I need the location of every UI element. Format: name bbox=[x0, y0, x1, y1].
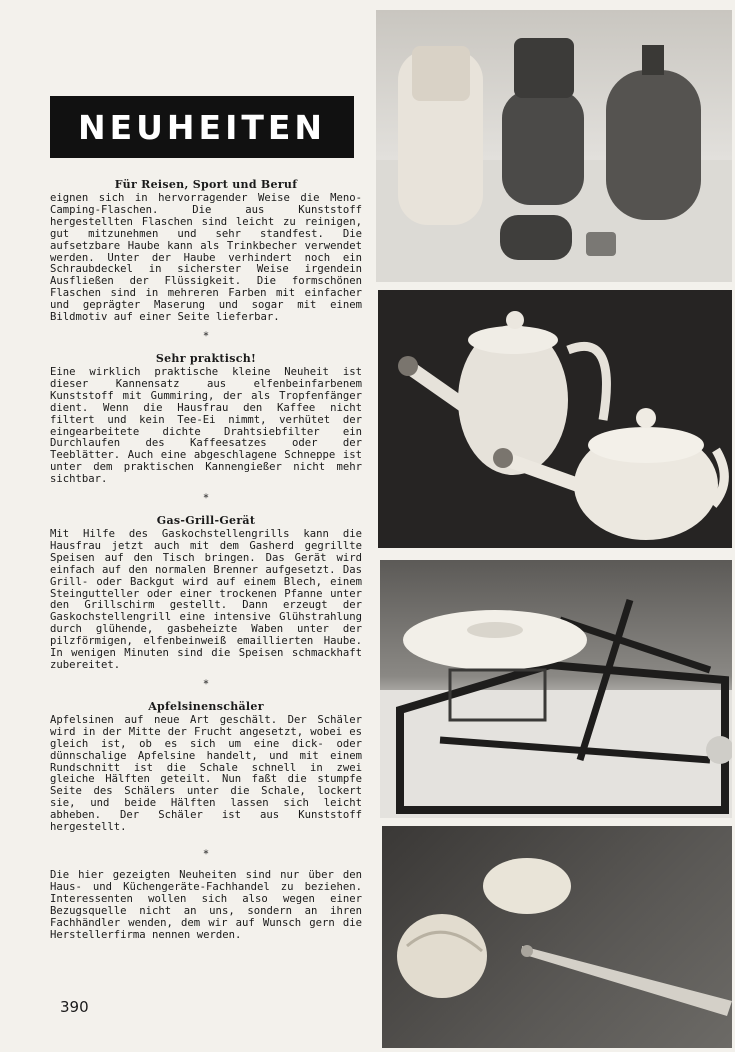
closing-note: Die hier gezeigten Neuheiten sind nur über den Haus- und Küchengeräte-Fachhandel zu beziehen. Interessenten wollen sich also wegen einer Bezugsquelle nicht an uns, sondern an ihren Fachhändler wenden, dem wir auf Wunsch gern die Herstellerfirma nennen werden. bbox=[50, 868, 362, 941]
section-gas-grill bbox=[50, 514, 362, 672]
section-heading: Für Reisen, Sport und Beruf bbox=[114, 178, 298, 191]
separator-star: * bbox=[203, 330, 209, 342]
section-body: Mit Hilfe des Gaskochstellengrills kann die Hausfrau jetzt auch mit dem Gasherd gegrillte Speisen auf den Tisch bringen. Das Gerät wird einfach auf den normalen Brenner aufgesetzt. Das Grill- oder Backgut wird auf einem Blech, einem Steingutteller oder einer trockenen Pfanne unter den Grillschirm gestellt. Dann erzeugt der Gaskochstellengrill eine intensive Glühstrahlung durch glühende, gasbeheizte Waben unter der pilzförmigen, elfenbeinweiß emaillierten Haube. In wenigen Minuten sind die Speisen schmackhaft zubereitet. bbox=[50, 528, 362, 671]
section-kannensatz bbox=[50, 352, 362, 486]
section-body: eignen sich in hervorragender Weise die Meno-Camping-Flaschen. Die aus Kunststoff hergestellten Flaschen sind leicht zu reinigen, gut mitzunehmen und sehr standfest. Die aufsetzbare Haube kann als Trinkbecher verwendet werden. Unter der Haube verhindert noch ein Schraubdeckel in sicherster Weise irgendein Ausfließen der Flüssigkeit. Die formschönen Flaschen sind in mehreren Farben mit einfacher und geprägter Maserung und sogar mit einem Bildmotiv auf einer Seite lieferbar. bbox=[50, 192, 362, 324]
section-camping-flasks bbox=[50, 178, 362, 324]
section-heading: Gas-Grill-Gerät bbox=[156, 514, 256, 528]
article-column bbox=[50, 96, 362, 941]
section-body: Eine wirklich praktische kleine Neuheit ist dieser Kannensatz aus elfenbeinfarbenem Kunststoff mit Gummiring, der als Tropfenfänger dient. Wenn die Hausfrau den Kaffee nicht filtert und kein Tee-Ei nimmt, verhütet der eingearbeitete dichte Drahtsiebfilter ein Durchlaufen des Kaffeesatzes oder der Teeblätter. Auch eine abgeschlagene Schneppe ist unter dem praktischen Kannengießer nicht mehr sichtbar. bbox=[50, 365, 362, 486]
section-orange-peeler bbox=[50, 700, 362, 834]
separator-star: * bbox=[203, 493, 209, 505]
section-heading: Apfelsinenschäler bbox=[148, 699, 264, 713]
separator-star: * bbox=[203, 678, 209, 690]
photo-teapots bbox=[378, 290, 732, 548]
section-heading: Sehr praktisch! bbox=[155, 351, 257, 365]
page-title: NEUHEITEN bbox=[50, 96, 354, 158]
photo-orange-peeler bbox=[382, 826, 732, 1048]
section-body: Apfelsinen auf neue Art geschält. Der Schäler wird in der Mitte der Frucht angesetzt, wobei es gleich ist, ob es sich um eine dick- oder dünnschalige Apfelsine handelt, und mit einem Rundschnitt ist die Schale schnell in zwei gleiche Hälften geteilt. Nun faßt die stumpfe Seite des Schälers unter die Schale, lockert sie, und beide Hälften lassen sich leicht abheben. Der Schäler ist aus Kunststoff hergestellt. bbox=[50, 713, 362, 834]
page-number: 390 bbox=[60, 998, 89, 1016]
photo-gas-grill bbox=[380, 560, 732, 818]
photo-camping-flasks bbox=[376, 10, 732, 282]
separator-star: * bbox=[203, 848, 209, 860]
